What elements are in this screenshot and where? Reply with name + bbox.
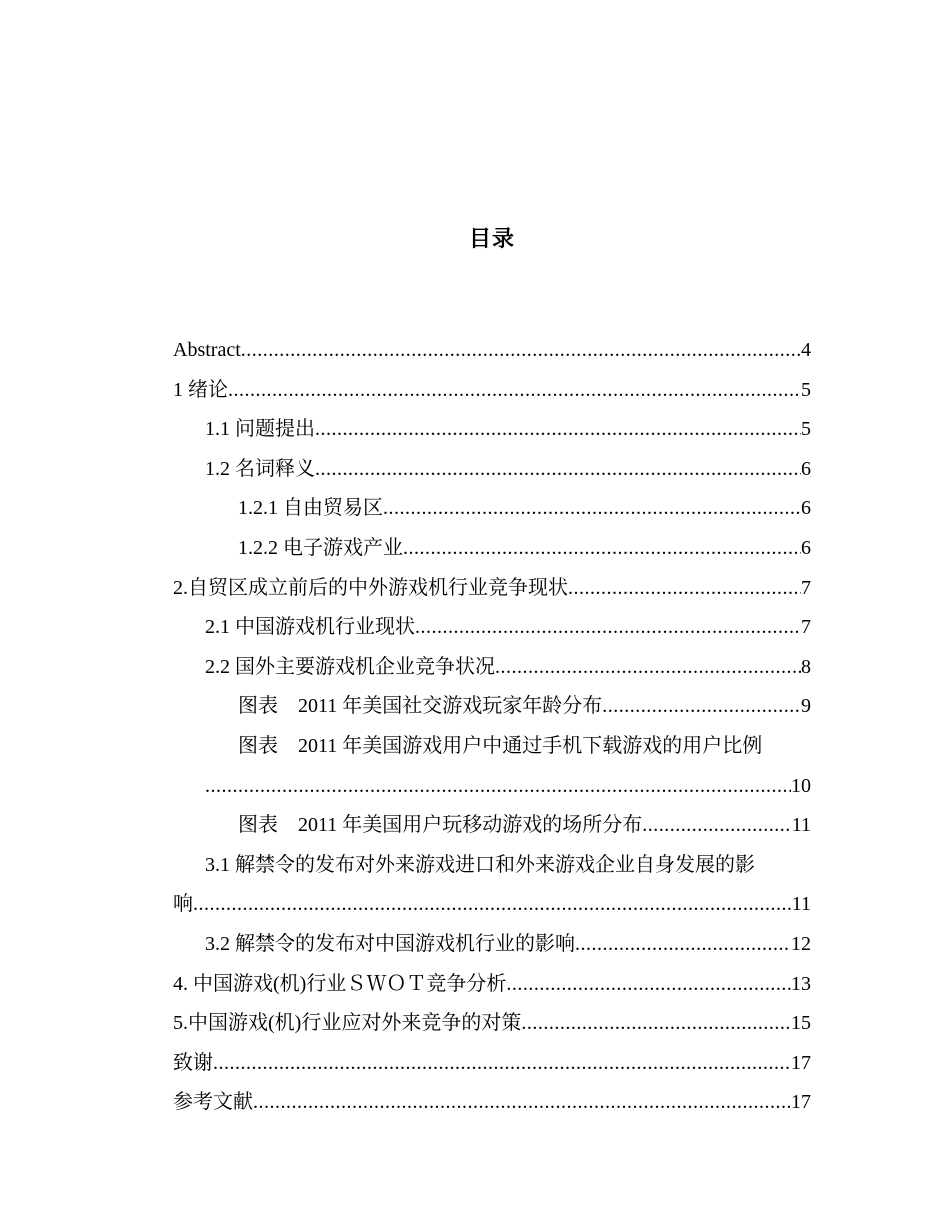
- toc-leader-dots: [315, 450, 801, 490]
- toc-entry-text: 5.中国游戏(机)行业应对外来竞争的对策: [173, 1012, 522, 1035]
- toc-entry-page: 10: [791, 774, 811, 797]
- toc-entry-text: 2.2 国外主要游戏机企业竞争状况: [205, 655, 495, 678]
- toc-entry-page: 6: [801, 457, 811, 480]
- toc-leader-dots: [506, 965, 791, 1005]
- toc-leader-dots: [415, 608, 801, 648]
- toc-leader-dots: [521, 1004, 791, 1044]
- toc-entry-text: 图表 2011 年美国用户玩移动游戏的场所分布: [238, 814, 643, 837]
- toc-entry-page: 15: [791, 1012, 811, 1035]
- toc-entry[interactable]: [173, 925, 811, 965]
- toc-entry[interactable]: [173, 648, 811, 688]
- toc-title: 目录: [468, 227, 515, 252]
- toc-entry-page: 6: [801, 497, 811, 520]
- toc-entry-line2: [173, 767, 811, 807]
- toc-entry[interactable]: [173, 489, 811, 529]
- toc-leader-dots: [213, 1044, 791, 1084]
- toc-entry-text: 1.2 名词释义: [205, 457, 315, 480]
- toc-entry[interactable]: [173, 1083, 811, 1123]
- toc-entry-text: 2.自贸区成立前后的中外游戏机行业竞争现状: [173, 576, 568, 599]
- toc-entry-line2: [173, 885, 811, 925]
- toc-leader-dots: [315, 410, 801, 450]
- toc-leader-dots: [575, 925, 791, 965]
- toc-entry-wrapped[interactable]: [173, 727, 811, 806]
- toc-entry-page: 17: [791, 1051, 811, 1074]
- toc-entry[interactable]: [173, 965, 811, 1005]
- toc-entry-page: 17: [791, 1091, 811, 1114]
- toc-entry-page: 11: [791, 814, 811, 837]
- toc-entry-text: 致谢: [173, 1051, 213, 1074]
- toc-entry-page: 11: [791, 893, 811, 916]
- toc-entry-page: 5: [801, 418, 811, 441]
- toc-entry[interactable]: [173, 371, 811, 411]
- table-of-contents: [173, 331, 811, 1123]
- toc-entry-line1: [173, 727, 811, 767]
- toc-leader-dots: [228, 371, 801, 411]
- toc-entry-page: 12: [791, 932, 811, 955]
- toc-entry-text: 2.1 中国游戏机行业现状: [205, 616, 415, 639]
- toc-entry-page: 4: [801, 339, 811, 361]
- toc-entry[interactable]: [173, 569, 811, 609]
- toc-entry-text: 4. 中国游戏(机)行业ＳＷＯＴ竞争分析: [173, 972, 507, 995]
- toc-leader-dots: [642, 806, 791, 846]
- toc-entry-text: 1.1 问题提出: [205, 418, 315, 441]
- toc-entry-text: 3.2 解禁令的发布对中国游戏机行业的影响: [205, 932, 575, 955]
- toc-entry-page: 13: [791, 972, 811, 995]
- toc-entry-line1: [173, 846, 811, 886]
- toc-entry-page: 9: [801, 695, 811, 718]
- toc-entry-text: 图表 2011 年美国社交游戏玩家年龄分布: [238, 695, 603, 718]
- toc-entry[interactable]: [173, 529, 811, 569]
- toc-leader-dots: [403, 529, 801, 569]
- toc-entry-page: 7: [801, 576, 811, 599]
- toc-entry[interactable]: [173, 450, 811, 490]
- toc-entry[interactable]: [173, 806, 811, 846]
- toc-leader-dots: [205, 767, 791, 807]
- toc-entry-page: 6: [801, 536, 811, 559]
- toc-entry-text: 1.2.2 电子游戏产业: [238, 536, 403, 559]
- toc-entry-text: 3.1 解禁令的发布对外来游戏进口和外来游戏企业自身发展的影: [205, 853, 755, 876]
- toc-leader-dots: [253, 1083, 791, 1123]
- toc-entry[interactable]: [173, 1044, 811, 1084]
- toc-entry-text: Abstract: [173, 339, 241, 361]
- toc-entry-page: 8: [801, 655, 811, 678]
- toc-entry-page: 7: [801, 616, 811, 639]
- toc-entry-text: 参考文献: [173, 1091, 253, 1114]
- toc-entry-text: 1.2.1 自由贸易区: [238, 497, 383, 520]
- toc-leader-dots: [383, 489, 801, 529]
- toc-entry-text-cont: 响: [173, 893, 193, 916]
- toc-leader-dots: [193, 885, 792, 925]
- toc-entry[interactable]: [173, 608, 811, 648]
- toc-entry-page: 5: [801, 378, 811, 401]
- toc-entry[interactable]: [173, 1004, 811, 1044]
- toc-entry-wrapped[interactable]: [173, 846, 811, 925]
- toc-leader-dots: [568, 569, 801, 609]
- toc-entry-text: 1 绪论: [173, 378, 228, 401]
- toc-leader-dots: [602, 687, 801, 727]
- toc-entry-text: 图表 2011 年美国游戏用户中通过手机下载游戏的用户比例: [238, 734, 763, 757]
- toc-leader-dots: [241, 331, 801, 371]
- toc-entry[interactable]: [173, 687, 811, 727]
- toc-entry[interactable]: [173, 410, 811, 450]
- toc-leader-dots: [495, 648, 801, 688]
- toc-entry[interactable]: [173, 331, 811, 371]
